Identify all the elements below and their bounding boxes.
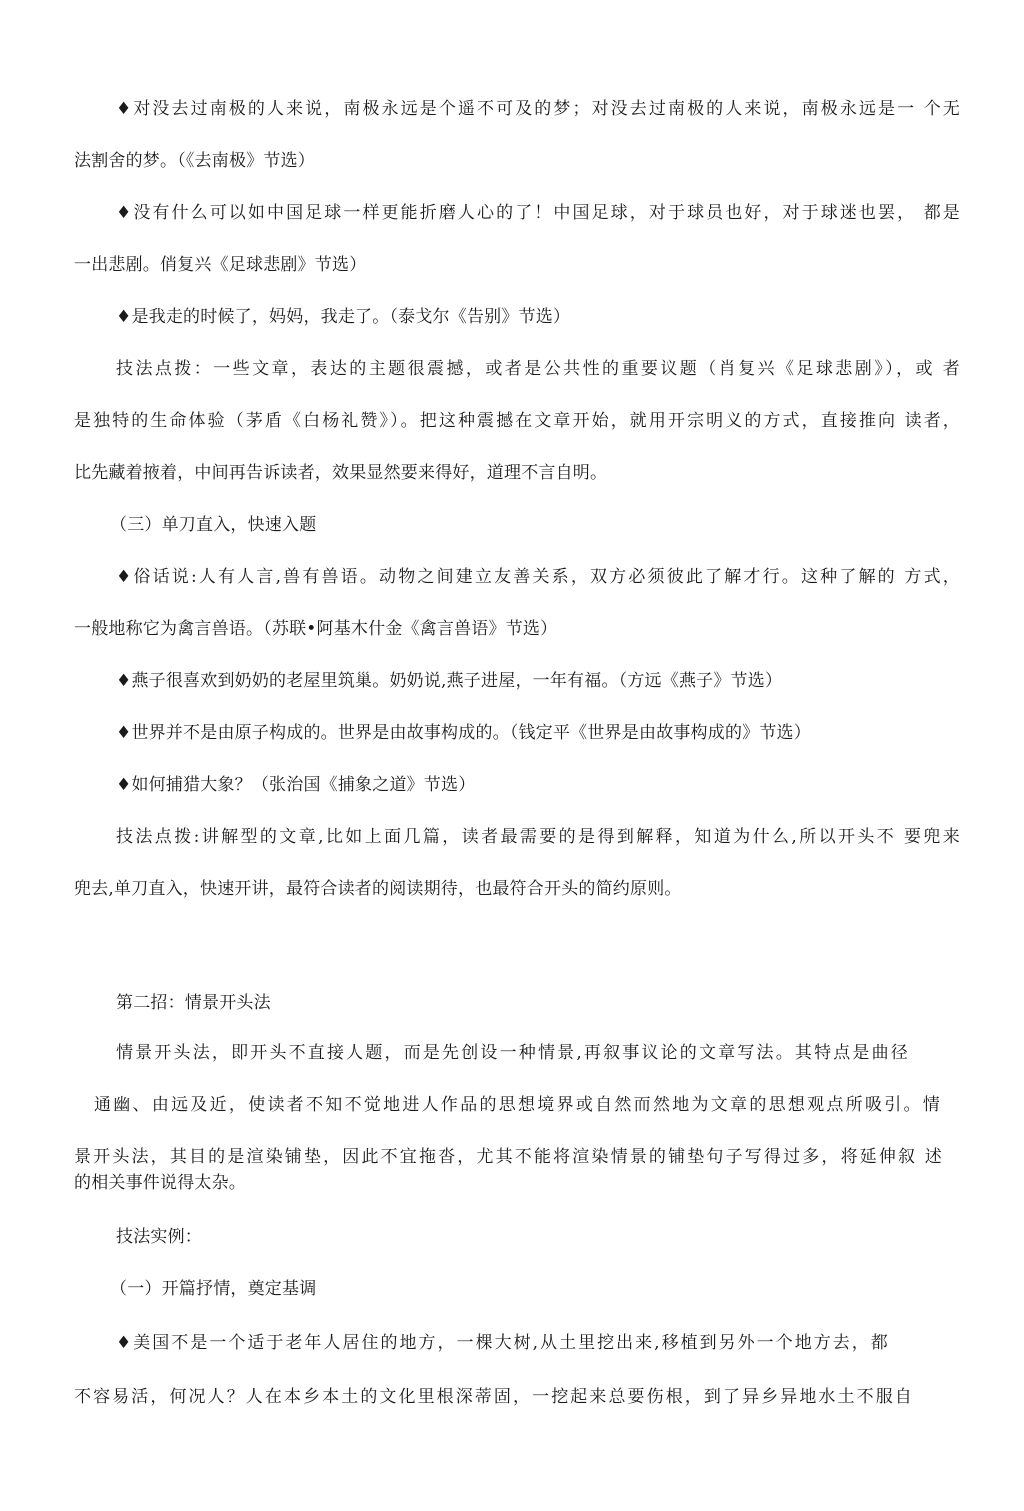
line-12: ♦燕子很喜欢到奶奶的老屋里筑巢。奶奶说,燕子进屋，一年有福。（方远《燕子》节选）	[116, 671, 783, 691]
line-5: ♦是我走的时候了，妈妈，我走了。（泰戈尔《告别》节选）	[116, 307, 571, 327]
line-22: 技法实例：	[116, 1227, 202, 1247]
line-14: ♦如何捕猎大象？（张治国《捕象之道》节选）	[116, 775, 476, 795]
line-25: 不容易活，何况人？人在本乡本土的文化里根深蒂固，一挖起来总要伤根，到了异乡异地水土不服自	[74, 1387, 912, 1407]
line-2: 法割舍的梦。（《去南极》节选）	[74, 151, 315, 171]
line-24: ♦美国不是一个适于老年人居住的地方，一棵大树,从土里挖出来,移植到另外一个地方去，都	[116, 1333, 888, 1353]
line-8: 比先藏着掖着，中间再告诉读者，效果显然要来得好，道理不言自明。	[74, 463, 608, 483]
line-17: 第二招：情景开头法	[116, 993, 271, 1013]
line-6: 技法点拨：一些文章，表达的主题很震撼，或者是公共性的重要议题（肖复兴《足球悲剧》），或 者	[116, 359, 960, 379]
line-18: 情景开头法，即开头不直接人题，而是先创设一种情景,再叙事议论的文章写法。其特点是曲径	[116, 1043, 908, 1063]
line-16: 兜去,单刀直入，快速开讲，最符合读者的阅读期待，也最符合开头的简约原则。	[74, 879, 682, 899]
line-3: ♦没有什么可以如中国足球一样更能折磨人心的了！中国足球，对于球员也好，对于球迷也罢， 都是	[116, 203, 960, 223]
line-11: 一般地称它为禽言兽语。（苏联•阿基木什金《禽言兽语》节选）	[74, 619, 558, 639]
line-1: ♦对没去过南极的人来说，南极永远是个遥不可及的梦；对没去过南极的人来说，南极永远是一 个无	[116, 99, 960, 119]
line-15: 技法点拨:讲解型的文章,比如上面几篇，读者最需要的是得到解释，知道为什么,所以开头不 要兜来	[116, 827, 960, 847]
line-13: ♦世界并不是由原子构成的。世界是由故事构成的。（钱定平《世界是由故事构成的》节选）	[116, 723, 811, 743]
line-4: 一出悲剧。俏复兴《足球悲剧》节选）	[74, 255, 367, 275]
line-7: 是独特的生命体验（茅盾《白杨礼赞》）。把这种震撼在文章开始，就用开宗明义的方式，直接推向 读者，	[74, 411, 960, 431]
line-21: 的相关事件说得太杂。	[74, 1173, 246, 1193]
line-10: ♦俗话说:人有人言,兽有兽语。动物之间建立友善关系，双方必须彼此了解才行。这种了解的 方式，	[116, 567, 960, 587]
line-9: （三）单刀直入，快速入题	[110, 515, 317, 535]
line-23: （一）开篇抒情，奠定基调	[110, 1279, 317, 1299]
line-20: 景开头法，其目的是渲染铺垫，因此不宜拖沓，尤其不能将渲染情景的铺垫句子写得过多，将延伸叙 述	[74, 1147, 942, 1167]
line-19: 通幽、由远及近，使读者不知不觉地进人作品的思想境界或自然而然地为文章的思想观点所吸引。情	[94, 1095, 940, 1115]
